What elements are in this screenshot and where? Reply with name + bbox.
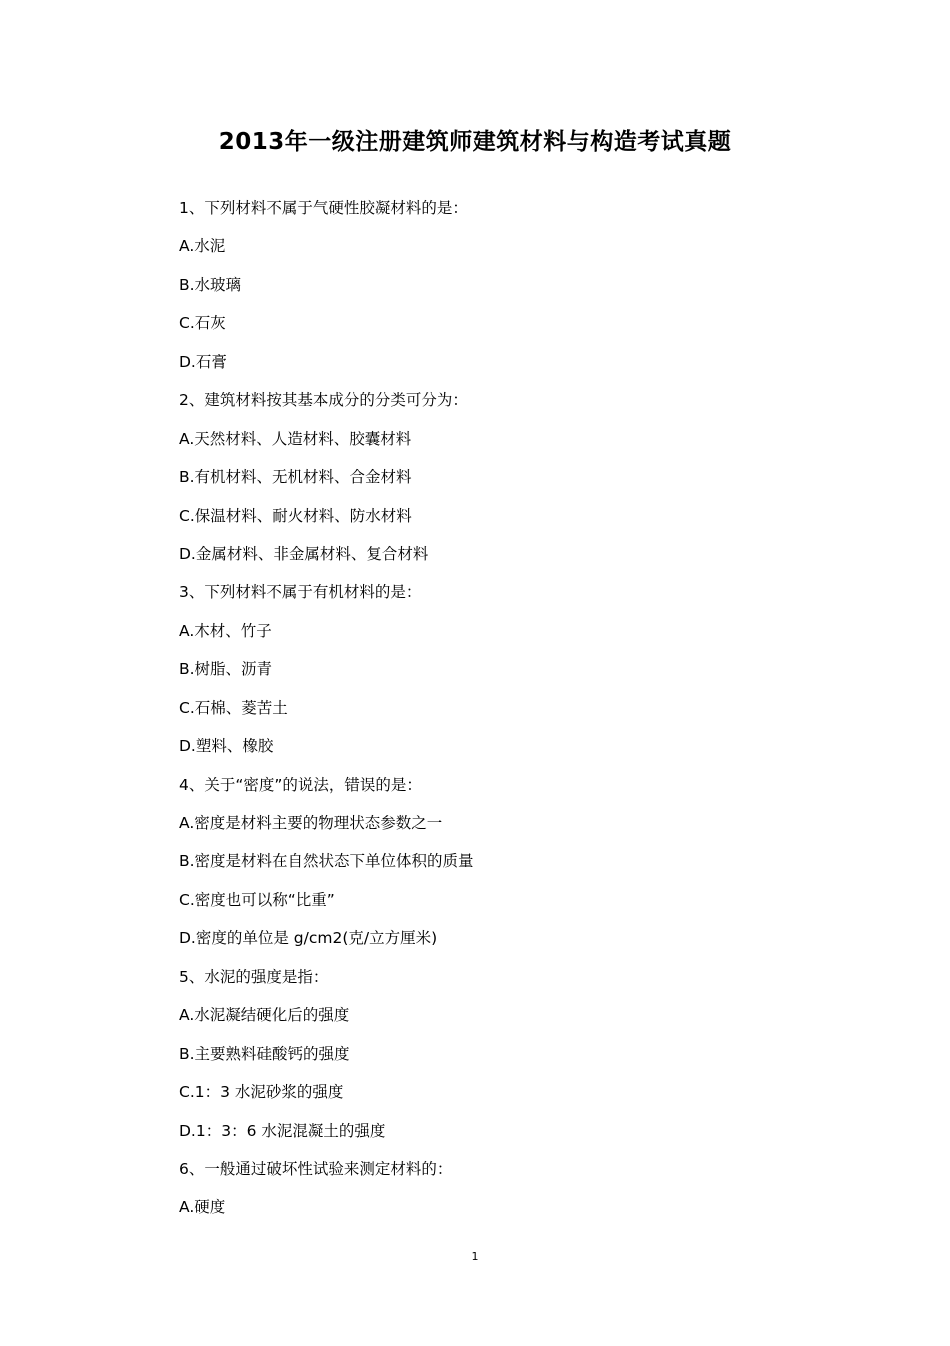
- question-3-option-b: B.树脂、沥青: [179, 660, 273, 679]
- question-2-option-b: B.有机材料、无机材料、合金材料: [179, 468, 412, 487]
- question-4-option-d: D.密度的单位是 g/cm2(克/立方厘米): [179, 929, 438, 948]
- question-1-option-d: D.石膏: [179, 352, 227, 371]
- question-4-text: 4、关于“密度”的说法，错误的是：: [179, 775, 422, 794]
- question-6-option-a: A.硬度: [179, 1198, 226, 1217]
- question-5-option-a: A.水泥凝结硬化后的强度: [179, 1006, 350, 1025]
- question-2-option-d: D.金属材料、非金属材料、复合材料: [179, 544, 429, 563]
- question-1-option-a: A.水泥: [179, 237, 226, 256]
- question-4-option-b: B.密度是材料在自然状态下单位体积的质量: [179, 852, 474, 871]
- question-3-option-a: A.木材、竹子: [179, 621, 272, 640]
- question-6-text: 6、一般通过破坏性试验来测定材料的：: [179, 1159, 453, 1178]
- question-1-text: 1、下列材料不属于气硬性胶凝材料的是：: [179, 199, 468, 217]
- page-number: 1: [471, 1250, 479, 1263]
- question-list: [179, 193, 859, 1231]
- question-5-option-c: C.1：3 水泥砂浆的强度: [179, 1083, 344, 1102]
- question-3-option-c: C.石棉、菱苦土: [179, 698, 288, 717]
- question-5-text: 5、水泥的强度是指：: [179, 967, 329, 986]
- question-4-option-c: C.密度也可以称“比重”: [179, 890, 335, 909]
- question-1-option-c: C.石灰: [179, 314, 226, 333]
- question-1-option-b: B.水玻璃: [179, 275, 242, 294]
- question-2-option-c: C.保温材料、耐火材料、防水材料: [179, 506, 412, 525]
- question-2-option-a: A.天然材料、人造材料、胶囊材料: [179, 429, 412, 448]
- question-5-option-b: B.主要熟料硅酸钙的强度: [179, 1044, 350, 1063]
- question-2-text: 2、建筑材料按其基本成分的分类可分为：: [179, 391, 468, 410]
- question-3-option-d: D.塑料、橡胶: [179, 737, 274, 756]
- document-title: 2013年一级注册建筑师建筑材料与构造考试真题: [218, 129, 732, 155]
- question-5-option-d: D.1：3：6 水泥混凝土的强度: [179, 1121, 386, 1140]
- question-3-text: 3、下列材料不属于有机材料的是：: [179, 583, 422, 602]
- question-4-option-a: A.密度是材料主要的物理状态参数之一: [179, 814, 443, 832]
